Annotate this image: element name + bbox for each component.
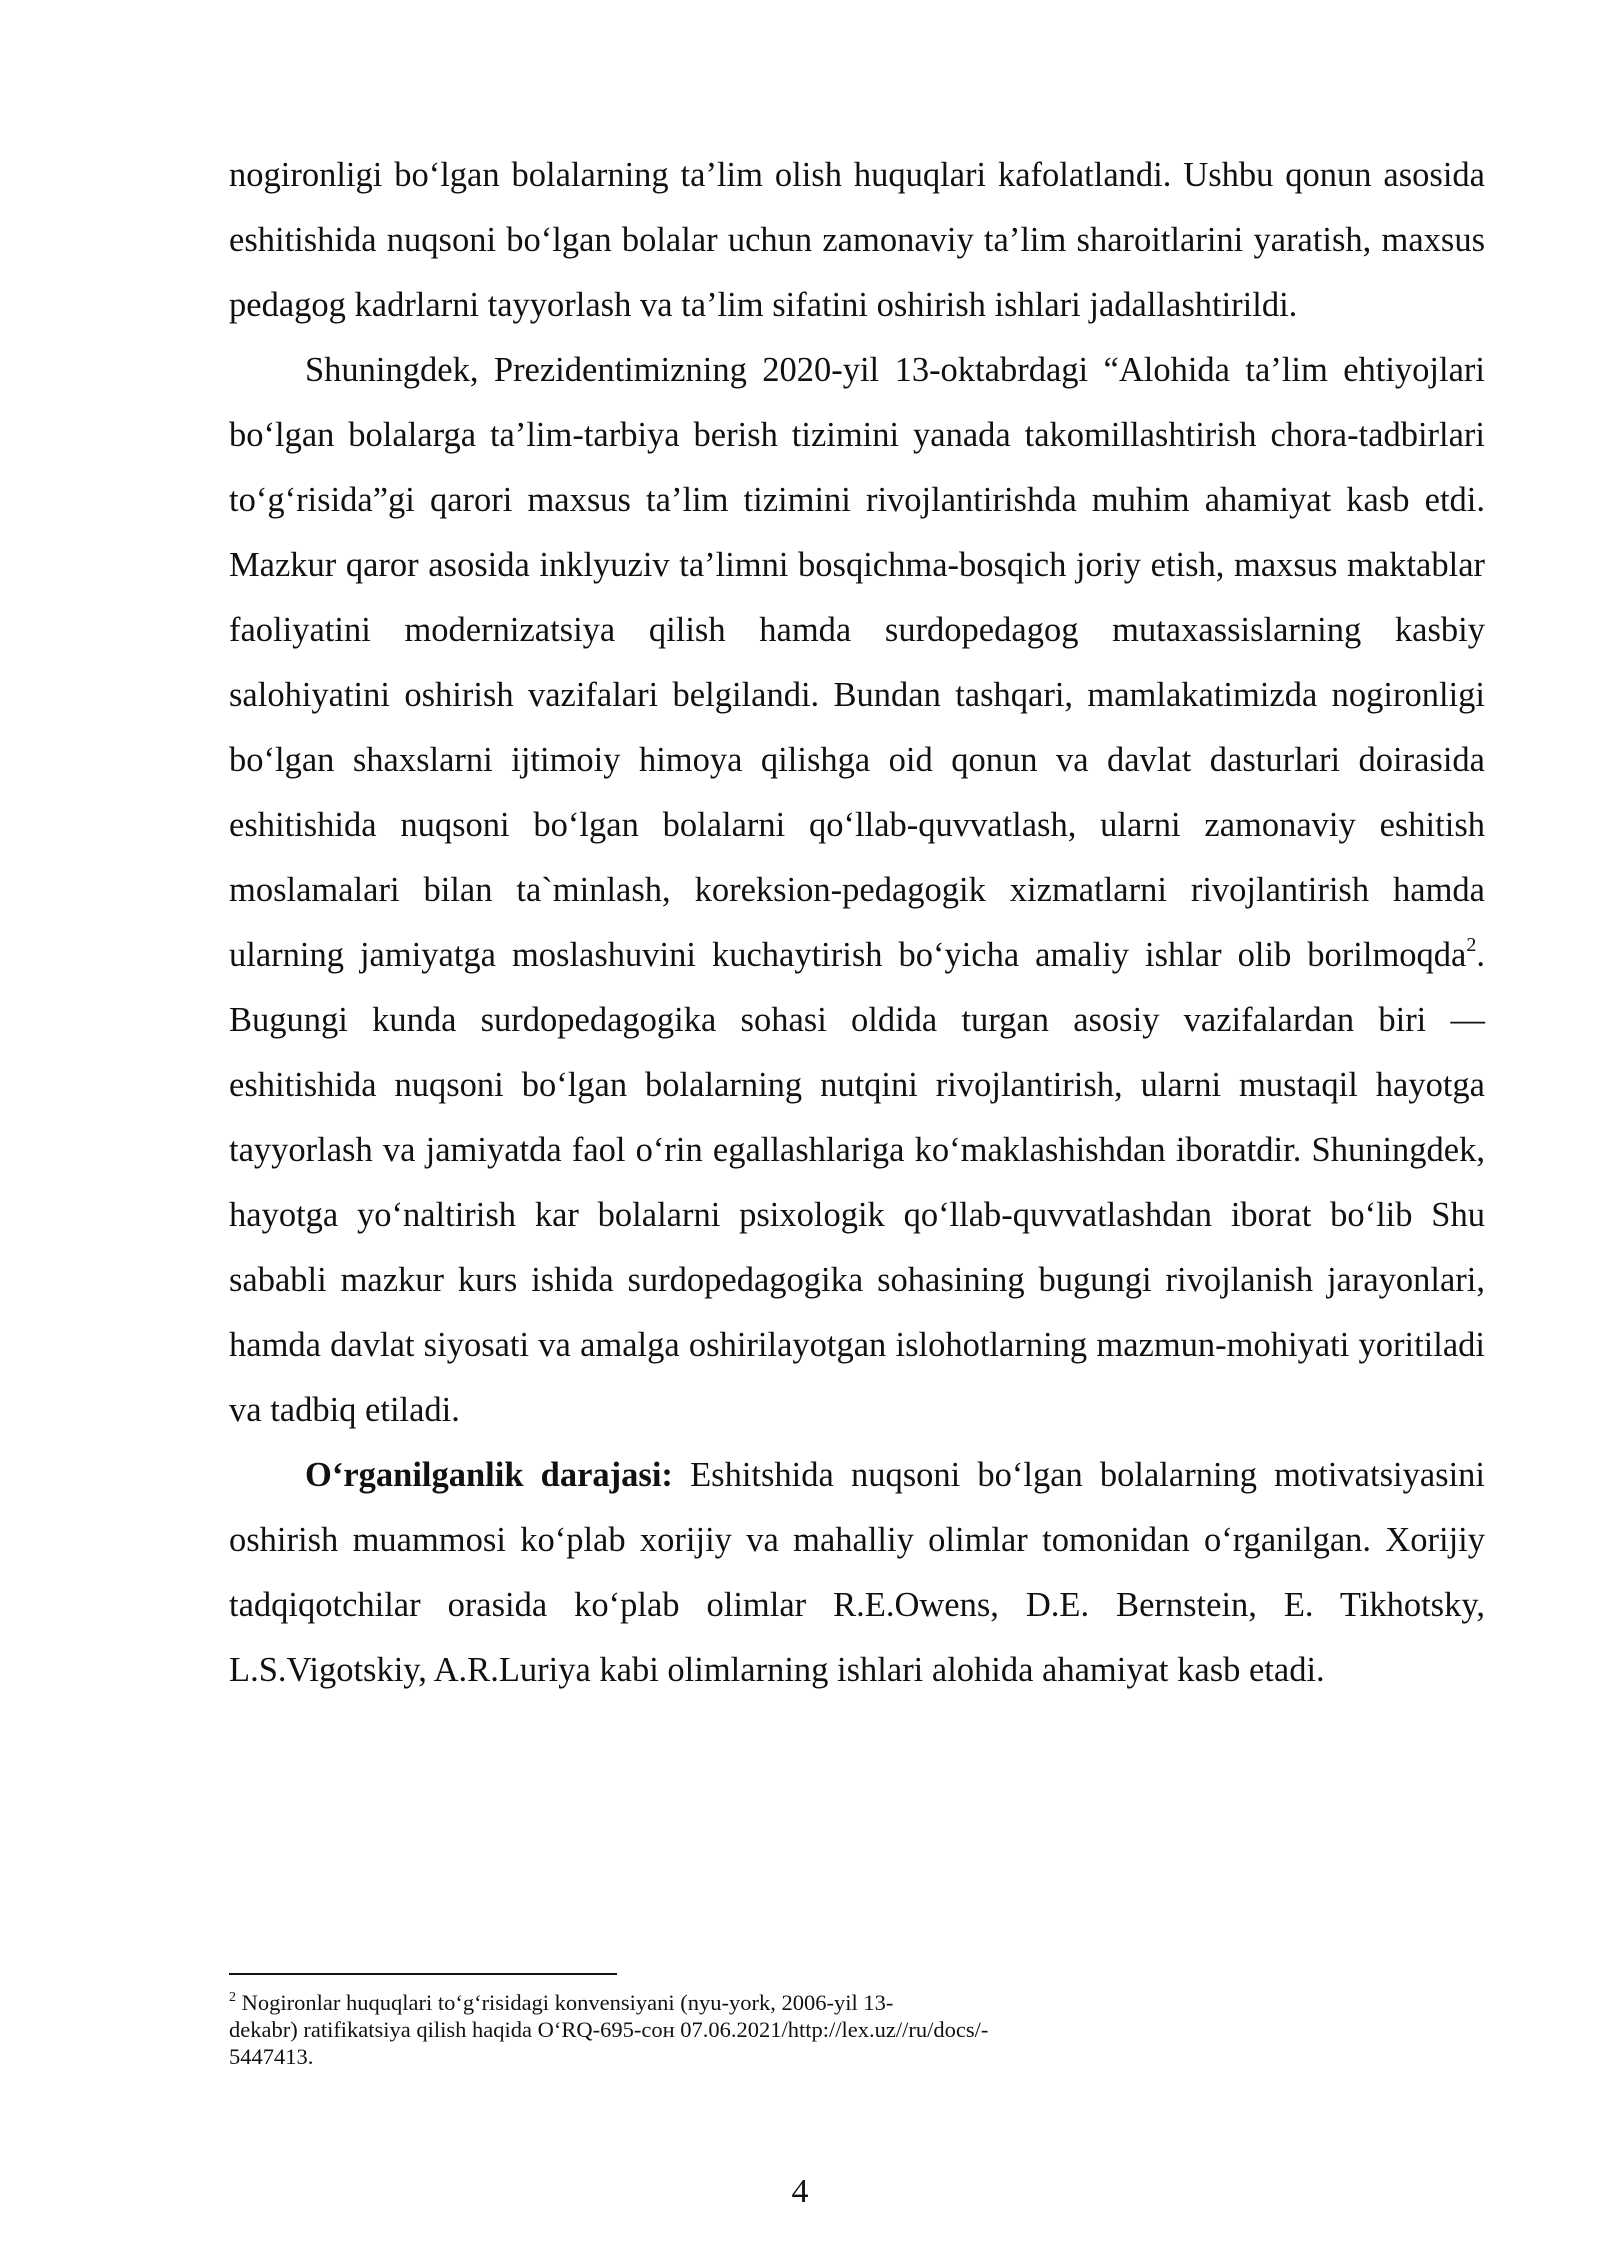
footnote (229, 1989, 1169, 2070)
footnote-line-1 (229, 1989, 1169, 2016)
page-number: 4 (791, 2173, 809, 2210)
footnote-line-3[interactable]: 5447413. (229, 2044, 314, 2069)
paragraph-3-text: Eshitshida nuqsoni bo‘lgan bolalarning motivatsiyasini oshirish muammosi ko‘plab xorijiy va mahalliy olimlar tomonidan o‘rganilgan. Xorijiy tadqiqotchilar orasida ko‘plab olimlar R.E.Owens, D.E. Bernstein, E. Tikhotsky, L.S.Vigotskiy, A.R.Luriya kabi olimlarning ishlari alohida ahamiyat kasb etadi. (229, 1456, 1486, 1689)
paragraph-1-text: nogironligi bo‘lgan bolalarning ta’lim olish huquqlari kafolatlandi. Ushbu qonun asosida eshitishida nuqsoni bo‘lgan bolalar uchun zamonaviy ta’lim sharoitlarini yaratish, maxsus pedagog kadrlarni tayyorlash va ta’lim sifatini oshirish ishlari jadallashtirildi. (229, 156, 1485, 324)
footnote-line-1-text: Nogironlar huquqlari to‘g‘risidagi konvensiyani (nyu-york, 2006-yil 13- (236, 1990, 894, 2015)
paragraph-2-text-after: . Bugungi kunda surdopedagogika sohasi oldida turgan asosiy vazifalardan biri — eshitishida nuqsoni bo‘lgan bolalarning nutqini rivojlantirish, ularni mustaqil hayotga tayyorlash va jamiyatda faol o‘rin egallashlariga ko‘maklashishdan iboratdir. Shuningdek, hayotga yo‘naltirish kar bolalarni psixologik qo‘llab-quvvatlashdan iborat bo‘lib Shu sababli mazkur kurs ishida surdopedagogika sohasining bugungi rivojlanish jarayonlari, hamda davlat siyosati va amalga oshirilayotgan islohotlarning mazmun-mohiyati yoritiladi va tadbiq etiladi. (229, 936, 1485, 1429)
main-text (229, 143, 1485, 1703)
section-heading: O‘rganilganlik darajasi: (305, 1456, 673, 1494)
footnote-number: 2 (229, 1990, 236, 2005)
footnote-reference[interactable]: 2 (1466, 934, 1477, 956)
paragraph-1 (229, 143, 1485, 338)
footnote-line-2[interactable]: dekabr) ratifikatsiya qilish haqida O‘RQ-695-сон 07.06.2021/http://lex.uz//ru/docs/- (229, 2017, 989, 2042)
footnote-separator (229, 1973, 617, 1975)
paragraph-2-text-before: Shuningdek, Prezidentimizning 2020-yil 13-oktabrdagi “Alohida ta’lim ehtiyojlari bo‘lgan bolalarga ta’lim-tarbiya berish tizimini yanada takomillashtirish chora-tadbirlari to‘g‘risida”gi qarori maxsus ta’lim tizimini rivojlantirishda muhim ahamiyat kasb etdi. Mazkur qaror asosida inklyuziv ta’limni bosqichma-bosqich joriy etish, maxsus maktablar faoliyatini modernizatsiya qilish hamda surdopedagog mutaxassislarning kasbiy salohiyatini oshirish vazifalari belgilandi. Bundan tashqari, mamlakatimizda nogironligi bo‘lgan shaxslarni ijtimoiy himoya qilishga oid qonun va davlat dasturlari doirasida eshitishida nuqsoni bo‘lgan bolalarni qo‘llab-quvvatlash, ularni zamonaviy eshitish moslamalari bilan ta`minlash, koreksion-pedagogik xizmatlarni rivojlantirish hamda ularning jamiyatga moslashuvini kuchaytirish bo‘yicha amaliy ishlar olib borilmoqda (229, 351, 1485, 974)
paragraph-3 (229, 1443, 1485, 1703)
paragraph-2 (229, 338, 1485, 1443)
